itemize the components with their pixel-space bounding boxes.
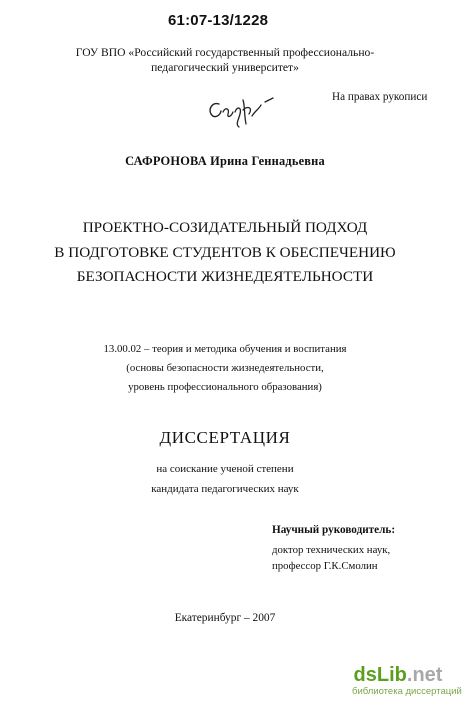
city-year: Екатеринбург – 2007 [174, 612, 276, 624]
handwritten-signature [205, 94, 277, 130]
supervisor-line: профессор Г.К.Смолин [272, 560, 378, 572]
title-line: БЕЗОПАСНОСТИ ЖИЗНЕДЕЯТЕЛЬНОСТИ [76, 268, 374, 285]
specialty-line: 13.00.02 – теория и методика обучения и воспитания [103, 343, 347, 355]
supervisor-line: доктор технических наук, [272, 544, 391, 556]
institution-name [0, 45, 450, 75]
dissertation-title [0, 216, 450, 290]
degree-line: кандидата педагогических наук [151, 483, 299, 495]
institution-line: педагогический университет» [151, 61, 299, 74]
degree-line: на соискание ученой степени [156, 463, 294, 475]
watermark-subtitle: библиотека диссертаций [352, 686, 462, 697]
dslib-logo [352, 664, 444, 686]
document-type: ДИССЕРТАЦИЯ [159, 428, 291, 447]
logo-part-main: dsLib [353, 664, 407, 686]
specialty-block [0, 340, 450, 397]
dslib-watermark [352, 664, 462, 698]
specialty-line: (основы безопасности жизнедеятельности, [126, 362, 324, 374]
specialty-line: уровень профессионального образования) [128, 381, 322, 393]
logo-part-domain: .net [406, 664, 443, 686]
supervisor-label: Научный руководитель: [272, 524, 396, 536]
catalog-number: 61:07-13/1228 [168, 12, 269, 29]
degree-block [0, 459, 450, 499]
author-name: САФРОНОВА Ирина Геннадьевна [125, 154, 325, 168]
title-line: ПРОЕКТНО-СОЗИДАТЕЛЬНЫЙ ПОДХОД [82, 219, 368, 236]
institution-line: ГОУ ВПО «Российский государственный профессионально- [75, 46, 375, 59]
supervisor-details [272, 542, 390, 574]
manuscript-rights-note: На правах рукописи [332, 91, 428, 103]
title-line: В ПОДГОТОВКЕ СТУДЕНТОВ К ОБЕСПЕЧЕНИЮ [54, 243, 396, 261]
